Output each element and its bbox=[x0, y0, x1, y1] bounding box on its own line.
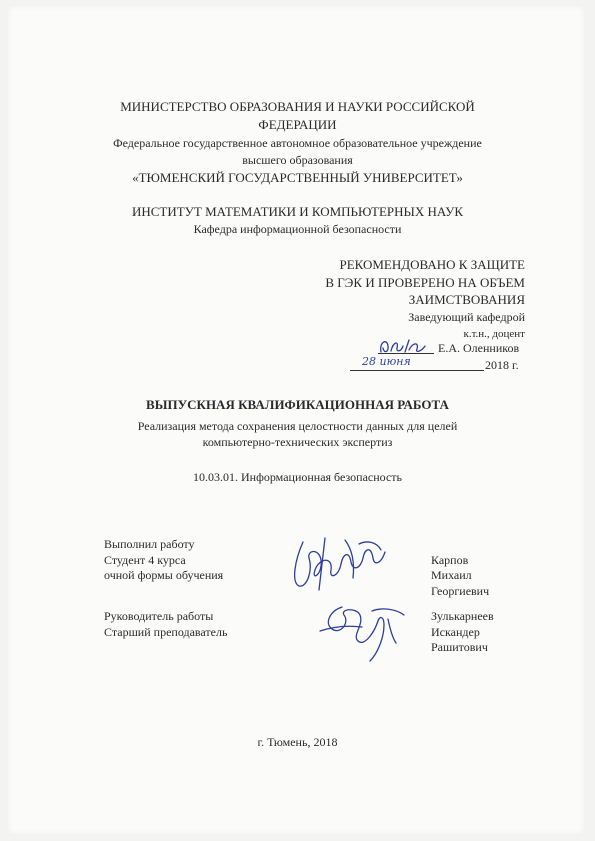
institution-line-2: высшего образования bbox=[242, 153, 353, 167]
author-signature bbox=[285, 530, 400, 595]
author-surname: Карпов bbox=[431, 553, 469, 567]
supervisor-role-line-1: Руководитель работы bbox=[104, 609, 214, 623]
handwritten-date: 28 июня bbox=[362, 355, 411, 368]
date-year: 2018 г. bbox=[485, 358, 519, 372]
institution-line-1: Федеральное государственное автономное образовательное учреждение bbox=[113, 136, 482, 150]
institute-name: ИНСТИТУТ МАТЕМАТИКИ И КОМПЬЮТЕРНЫХ НАУК bbox=[131, 204, 464, 219]
specialty: 10.03.01. Информационная безопасность bbox=[193, 470, 402, 484]
date-line bbox=[350, 370, 484, 371]
approval-line-1: РЕКОМЕНДОВАНО К ЗАЩИТЕ bbox=[339, 257, 525, 272]
approval-line-2: В ГЭК И ПРОВЕРЕНО НА ОБЪЕМ bbox=[325, 275, 525, 290]
head-title: Заведующий кафедрой bbox=[408, 310, 525, 324]
ministry-line-2: ФЕДЕРАЦИИ bbox=[258, 117, 337, 132]
city-year: г. Тюмень, 2018 bbox=[257, 735, 338, 749]
ministry-line-1: МИНИСТЕРСТВО ОБРАЗОВАНИЯ И НАУКИ РОССИЙСКОЙ bbox=[120, 99, 475, 114]
work-type-title: ВЫПУСКНАЯ КВАЛИФИКАЦИОННАЯ РАБОТА bbox=[146, 397, 449, 412]
supervisor-patronymic: Рашитович bbox=[431, 640, 488, 654]
author-patronymic: Георгиевич bbox=[431, 584, 490, 598]
supervisor-signature bbox=[312, 597, 412, 667]
supervisor-surname: Зулькарнеев bbox=[431, 609, 494, 623]
author-role-line-2: Студент 4 курса bbox=[104, 553, 186, 567]
supervisor-name: Искандер bbox=[431, 625, 480, 639]
department-name: Кафедра информационной безопасности bbox=[193, 222, 402, 236]
university-name: «ТЮМЕНСКИЙ ГОСУДАРСТВЕННЫЙ УНИВЕРСИТЕТ» bbox=[132, 170, 463, 185]
topic-line-2: компьютерно-технических экспертиз bbox=[202, 435, 393, 449]
supervisor-role-line-2: Старший преподаватель bbox=[104, 625, 228, 639]
author-role-line-1: Выполнил работу bbox=[104, 537, 195, 551]
head-name: Е.А. Оленников bbox=[438, 341, 520, 355]
author-role-line-3: очной формы обучения bbox=[104, 568, 224, 582]
topic-line-1: Реализация метода сохранения целостности данных для целей bbox=[137, 419, 458, 433]
author-name: Михаил bbox=[431, 568, 472, 582]
approval-line-3: ЗАИМСТВОВАНИЯ bbox=[408, 292, 525, 307]
head-degree: к.т.н., доцент bbox=[463, 328, 525, 340]
